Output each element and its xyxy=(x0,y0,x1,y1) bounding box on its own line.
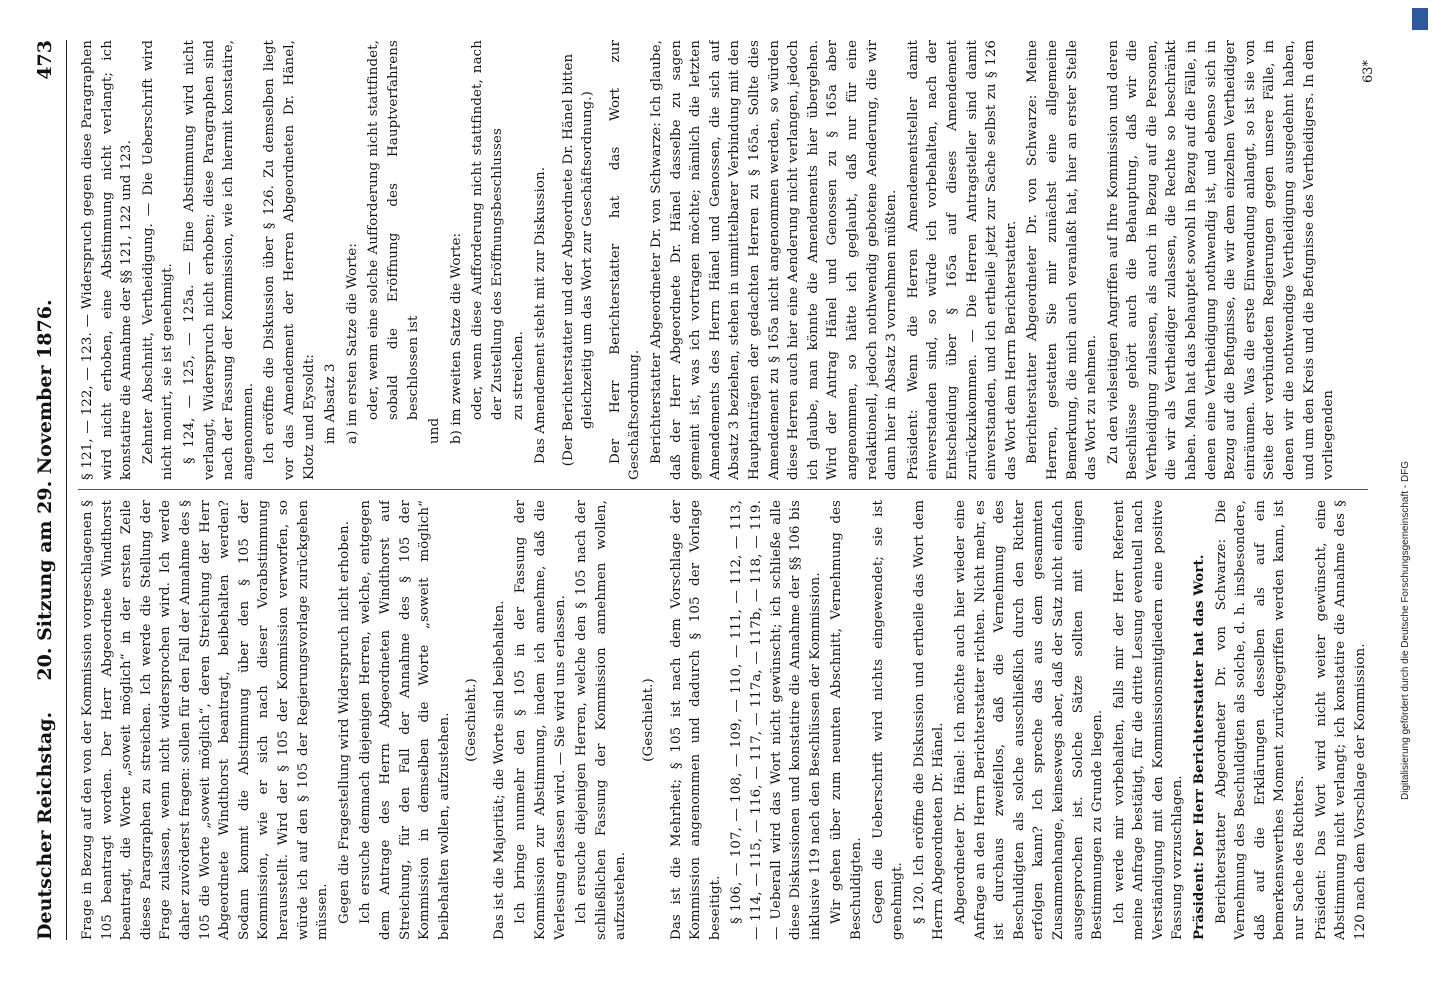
paragraph: (Der Berichterstatter und der Abgeordnete Dr. Hänel bitten gleichzeitig um das Wort zur Geschäftsordnung.) xyxy=(560,53,596,467)
left-column xyxy=(78,500,1368,940)
paragraph: Berichterstatter Abgeordneter Dr. von Schwarze: Die Vernehmung des Beschuldigten als solche, d. h. insbesondere, daß auf die Erklärungen desselben als auf ein bemerkenswerthes Moment zurückgegriffen werden kann, ist nur Sache des Richters. xyxy=(1213,500,1308,940)
digitization-notice: Digitalisierung gefördert durch die Deutsche Forschungsgemeinschaft - DFG xyxy=(1400,460,1411,800)
paragraph: Das ist die Mehrheit; § 105 ist nach dem Vorschlage der Kommission angenommen und dadurch § 105 der Vorlage beseitigt. xyxy=(668,500,723,940)
paragraph: Frage in Bezug auf den von der Kommission vorgeschlagenen § 105 beantragt worden. Der Herr Abgeordnete Windthorst beantragt, die Worte „soweit möglich“ in der ersten Zeile dieses Paragraphen zu streichen. Ich werde die Stellung der Frage zulassen, wenn nicht widersprochen wird. Ich werde daher zuvörderst fragen: sollen für den Fall der Annahme des § 105 die Worte „soweit möglich“, deren Streichung der Herr Abgeordnete Windthorst beantragt, beibehalten werden? Sodann kommt die Abstimmung über den § 105 der Kommission, wie er sich nach dieser Vorabstimmung herausstellt. Wird der § 105 der Kommission verworfen, so würde ich auf den § 105 der Regierungsvorlage zurückgehen müssen. xyxy=(80,500,331,940)
signature-mark: 63* xyxy=(1361,60,1376,84)
paragraph: § 106, — 107, — 108, — 109, — 110, — 111, — 112, — 113, — 114, — 115, — 116, — 117, — 117a, — 117b, — 118, — 119. — Ueberall wird das Wort nicht gewünscht; ich schließe alle diese Diskussionen und konstatire die Annahme der §§ 106 bis inklusive 119 nach den Beschlüssen der Kommission. xyxy=(729,500,823,940)
paragraph: (Geschieht.) xyxy=(464,678,480,762)
paragraph: Berichterstatter Abgeordneter Dr. von Schwarze: Ich glaube, daß der Herr Abgeordnete Dr. Hänel dasselbe zu sagen gemeint ist, was ich vortragen möchte; nämlich die letzten Amendements des Herrn Hänel und Genossen, die sich auf Absatz 3 beziehen, stehen in unmittelbarer Verbindung mit den Hauptanträgen der gedachten Herren zu § 165a. Sollte dies Amendement zu § 165a nicht angenommen werden, so würden diese Herren auch hier eine Aenderung nicht verlangen, jedoch ich glaube, man könnte die Amendements hier übergehen. Wird der Antrag Hänel und Genossen zu § 165a aber angenommen, so hätte ich geglaubt, daß nur für eine redaktionell, jedoch nothwendig gebotene Aenderung, die wir dann hier in Absatz 3 vornehmen müßten. xyxy=(649,40,900,480)
paragraph: Wir gehen über zum neunten Abschnitt, Vernehmung des Beschuldigten. xyxy=(829,500,864,940)
paragraph: Ich eröffne die Diskussion über § 126. Zu demselben liegt vor das Amendement der Herren Abgeordneten Dr. Hänel, Klotz und Eysoldt: xyxy=(262,40,317,480)
paragraph: oder, wenn eine solche Aufforderung nicht stattfindet, sobald die Eröffnung des Hauptverfahrens beschlossen ist xyxy=(366,40,421,420)
header-title: Deutscher Reichstag. xyxy=(34,711,56,940)
paragraph: § 121, — 122, — 123. — Widerspruch gegen diese Paragraphen wird nicht erhoben, eine Abstimmung nicht verlangt; ich konstatire die Annahme der §§ 121, 122 und 123. xyxy=(80,40,135,480)
column-divider xyxy=(78,489,1368,490)
paragraph: zu streichen. xyxy=(511,330,527,420)
paragraph: Präsident: Der Herr Berichterstatter hat das Wort. xyxy=(1191,554,1208,940)
paragraph: Ich ersuche diejenigen Herren, welche den § 105 nach der schließlichen Fassung der Kommission annehmen wollen, aufzustehen. xyxy=(574,500,629,940)
paragraph: Zu den vielseitigen Angriffen auf Ihre Kommission und deren Beschlüsse gehört auch die Behauptung, daß wir die Vertheidigung zulassen, als auch in Bezug auf die Personen, die wir als Vertheidiger zulassen, die Rechte so beschränkt haben. Man hat das behauptet sowohl in Bezug auf die Fälle, in denen eine Vertheidigung nothwendig ist, und ebenso sich in Bezug auf die Befugnisse, die wir dem einzelnen Vertheidiger einräumen. Was die erste Einwendung anlangt, so ist sie von Seite der verbündeten Regierungen gegen unsere Fälle, in denen wir die nothwendige Vertheidigung ausgedehnt haben, und um den Kreis und die Befugnisse des Vertheidigers. In dem vorliegenden xyxy=(1105,40,1337,480)
paragraph: Ich ersuche demnach diejenigen Herren, welche, entgegen dem Antrage des Herrn Abgeordneten Windthorst auf Streichung, für den Fall der Annahme des § 105 der Kommission in demselben die Worte „soweit möglich“ beibehalten wollen, aufzustehen. xyxy=(358,500,452,940)
paragraph: oder, wenn diese Aufforderung nicht stattfindet, nach der Zustellung des Eröffnungsbeschlusses xyxy=(470,40,505,420)
paragraph: Gegen die Ueberschrift wird nichts eingewendet; sie ist genehmigt. xyxy=(870,500,906,940)
paragraph: Präsident: Wenn die Herren Amendementsteller damit einverstanden sind, so würde ich vorbehalten, nach der Entscheidung über § 165a auf dieses Amendement zurückzukommen. — Die Herren Antragsteller sind damit einverstanden, und ich ertheile jetzt zur Sache selbst zu § 126 das Wort dem Herrn Berichterstatter. xyxy=(905,40,1019,480)
paragraph: Zehnter Abschnitt, Vertheidigung. — Die Ueberschrift wird nicht monirt, sie ist genehmigt. xyxy=(140,40,176,480)
right-column xyxy=(78,40,1368,480)
paragraph: Abgeordneter Dr. Hänel: Ich möchte auch hier wieder eine Anfrage an den Herrn Berichterstatter richten. Nicht mehr, es ist durchaus zweifellos, daß die Vernehmung des Beschuldigten als solche ausschließlich durch den Richter erfolgen kann? Ich spreche das aus dem gesammten Zusammenhange, keineswegs aber, daß der Satz nicht einfach ausgesprochen ist. Solche Sätze sollten mit einigen Bestimmungen zu Grunde liegen. xyxy=(952,500,1106,940)
paragraph: Berichterstatter Abgeordneter Dr. von Schwarze: Meine Herren, gestatten Sie mir zunächst eine allgemeine Bemerkung, die mich auch veranlaßt hat, hier an erster Stelle das Wort zu nehmen. xyxy=(1025,40,1100,480)
header-session: 20. Sitzung am 29. November 1876. xyxy=(34,299,56,681)
header-rule xyxy=(66,40,67,940)
paragraph: Präsident: Das Wort wird nicht weiter gewünscht, eine Abstimmung nicht verlangt; ich konstatire die Annahme des § 120 nach dem Vorschlage der Kommission. xyxy=(1313,500,1368,940)
paragraph: und xyxy=(427,417,443,444)
paragraph: im Absatz 3 xyxy=(323,363,339,444)
paragraph: § 124, — 125, — 125a. — Eine Abstimmung wird nicht verlangt, Widerspruch nicht erhoben; diese Paragraphen sind nach der Fassung der Kommission, wie ich hiermit konstatire, angenommen. xyxy=(181,40,256,480)
page-header xyxy=(28,40,68,940)
paragraph: a) im ersten Satze die Worte: xyxy=(344,243,360,444)
paragraph: § 120. Ich eröffne die Diskussion und ertheile das Wort dem Herrn Abgeordneten Dr. Hänel. xyxy=(911,500,947,940)
paragraph: Der Herr Berichterstatter hat das Wort zur Geschäftsordnung. xyxy=(607,40,643,480)
paragraph: Ich werde mir vorbehalten, falls mir der Herr Referent meine Anfrage bestätigt, für die dritte Lesung eventuell nach Verständigung mit den Kommissionsmitgliedern eine positive Fassung vorzuschlagen. xyxy=(1111,500,1186,940)
dfg-logo-icon xyxy=(1412,8,1428,30)
page-number: 473 xyxy=(34,40,56,80)
paragraph: (Geschieht.) xyxy=(641,678,657,762)
paragraph: Das ist die Majorität; die Worte sind beibehalten. xyxy=(491,600,507,940)
paragraph: Gegen die Fragestellung wird Widerspruch nicht erhoben. xyxy=(336,520,352,924)
paragraph: Das Amendement steht mit zur Diskussion. xyxy=(533,166,549,464)
paragraph: b) im zweiten Satze die Worte: xyxy=(448,232,464,444)
paragraph: Ich bringe nunmehr den § 105 in der Fassung der Kommission zur Abstimmung, indem ich annehme, daß die Verlesung erlassen wird. — Sie wird uns erlassen. xyxy=(513,500,568,940)
